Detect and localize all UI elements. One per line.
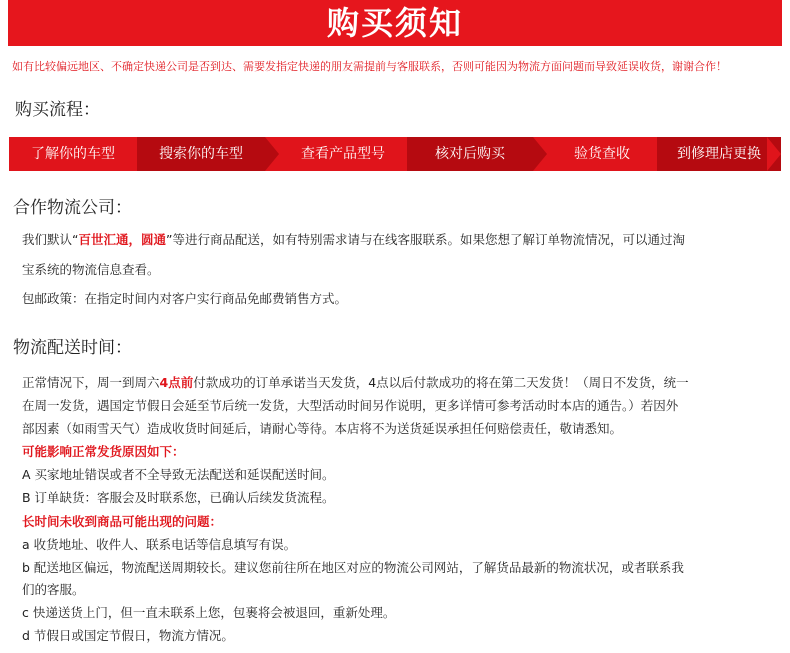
- step-verify-and-buy: 核对后购买: [407, 137, 533, 171]
- free-shipping-policy: 包邮政策：在指定时间内对客户实行商品免邮费销售方式。: [22, 291, 348, 306]
- logistics-p1-pre: 我们默认“: [22, 232, 79, 247]
- step-search-car-model: 搜索你的车型: [137, 137, 265, 171]
- not-received-issues-heading: 长时间未收到商品可能出现的问题：: [22, 514, 223, 529]
- cutoff-time: 4点前: [159, 375, 194, 390]
- delivery-intro-post: 付款成功的订单承诺当天发货，4点以后付款成功的将在第二天发货！（周日不发货，统一: [193, 375, 689, 390]
- issue-item: c 快递送货上门，但一直未联系上您，包裹将会被退回，重新处理。: [22, 605, 396, 620]
- issue-item-continuation: 们的客服。: [22, 582, 85, 597]
- delivery-intro-line-3: 部因素（如雨雪天气）造成收货时间延后，请耐心等待。本店将不为送货延误承担任何赔偿责任，敬请悉知。: [22, 421, 623, 436]
- delivery-intro-line-1: [22, 373, 774, 393]
- cause-item: B 订单缺货：客服会及时联系您，已确认后续发货流程。: [22, 490, 335, 505]
- logistics-paragraph-1-line-2: 宝系统的物流信息查看。: [22, 262, 160, 277]
- purchase-process-heading: 购买流程：: [15, 100, 100, 120]
- step-know-car-model: 了解你的车型: [31, 146, 115, 162]
- cause-item: A 买家地址错误或者不全导致无法配送和延误配送时间。: [22, 467, 335, 482]
- purchase-steps-bar: [9, 137, 781, 171]
- logistics-p1-post: ”等进行商品配送，如有特别需求请与在线客服联系。如果您想了解订单物流情况，可以通过淘: [166, 232, 685, 247]
- issue-item: b 配送地区偏远，物流配送周期较长。建议您前往所在地区对应的物流公司网站，了解货品最新的物流状况，或者联系我: [22, 560, 684, 575]
- logistics-paragraph-1: [22, 229, 774, 251]
- logistics-heading: 合作物流公司：: [13, 198, 132, 218]
- default-couriers: 百世汇通，圆通: [78, 232, 166, 247]
- shipping-notice: 如有比较偏远地区、不确定快递公司是否到达、需要发指定快递的朋友需提前与客服联系，否则可能因为物流方面问题而导致延误收货，谢谢合作！: [12, 60, 727, 73]
- page-banner: 购买须知: [8, 0, 782, 46]
- delivery-intro-line-2: 在周一发货，遇国定节假日会延至节后统一发货，大型活动时间另作说明，更多详情可参考活动时本店的通告。）若因外: [22, 398, 679, 413]
- step-replace-at-repair-shop: 到修理店更换: [657, 137, 781, 171]
- delivery-time-heading: 物流配送时间：: [13, 338, 132, 358]
- issue-item: d 节假日或国定节假日，物流方情况。: [22, 628, 234, 643]
- delivery-intro-pre: 正常情况下，周一到周六: [22, 375, 160, 390]
- step-view-product-model: 查看产品型号: [301, 146, 385, 162]
- issue-item: a 收货地址、收件人、联系电话等信息填写有误。: [22, 537, 297, 552]
- step-inspect-goods: 验货查收: [574, 146, 630, 162]
- shipping-delay-causes-heading: 可能影响正常发货原因如下：: [22, 444, 185, 459]
- steps-arrow-tail: [767, 137, 781, 171]
